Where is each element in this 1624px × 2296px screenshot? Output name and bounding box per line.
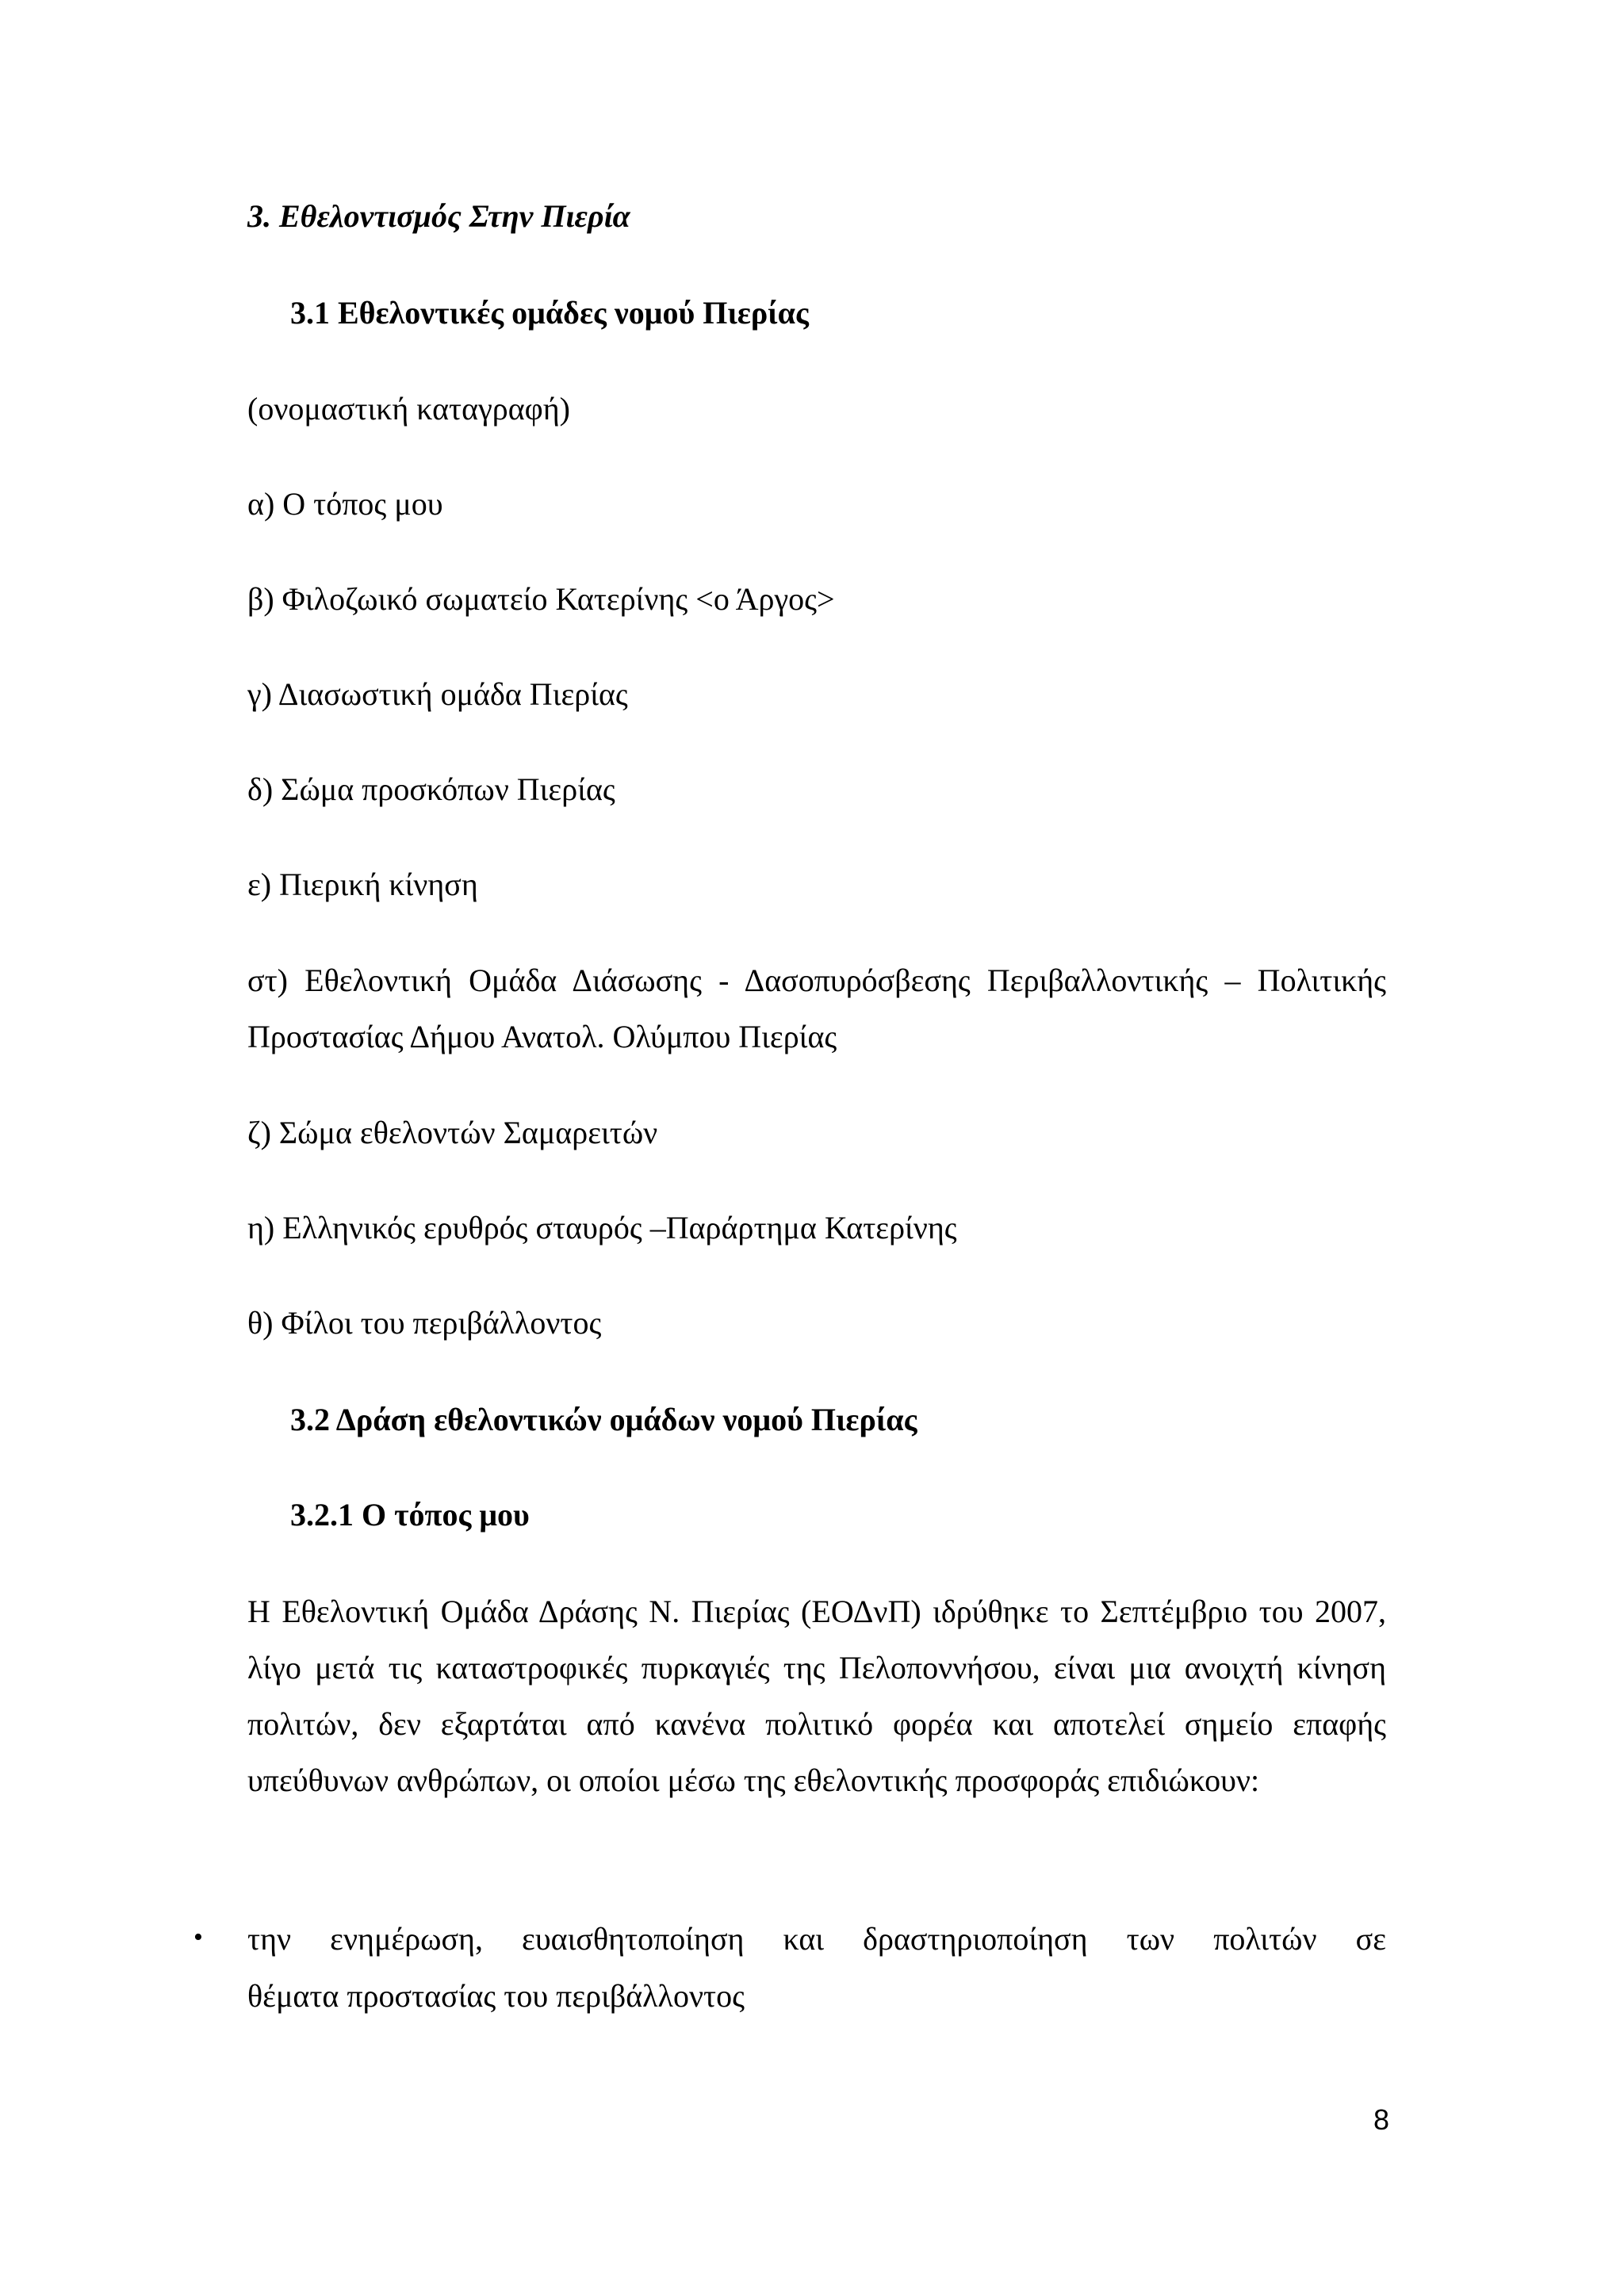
group-item-e: ε) Πιερική κίνηση (247, 867, 478, 902)
section-3-2-title: 3.2 Δράση εθελοντικών ομάδων νομού Πιερίας (290, 1402, 917, 1437)
group-item-b: β) Φιλοζωικό σωματείο Κατερίνης <ο Άργος> (247, 581, 835, 617)
bullet-item-line-1: την ενημέρωση, ευαισθητοποίηση και δραστηριοποίηση των πολιτών σε (247, 1921, 1386, 1957)
bullet-icon: • (193, 1923, 203, 1952)
page-number: 8 (1373, 2103, 1389, 2136)
group-item-d: δ) Σώμα προσκόπων Πιερίας (247, 771, 615, 807)
group-item-st: στ) Εθελοντική Ομάδα Διάσωσης - Δασοπυρόσβεσης Περιβαλλοντικής – Πολιτικής (247, 962, 1386, 998)
group-item-h: η) Ελληνικός ερυθρός σταυρός –Παράρτημα Κατερίνης (247, 1210, 957, 1246)
group-item-a: α) Ο τόπος μου (247, 486, 443, 522)
body-paragraph: Η Εθελοντική Ομάδα Δράσης Ν. Πιερίας (ΕΟΔνΠ) ιδρύθηκε το Σεπτέμβριο του 2007, λίγο μετά τις καταστροφικές πυρκαγιές της Πελοποννήσου, είναι μια ανοιχτή κίνηση πολιτών, δεν εξαρτάται από κανένα πολιτικό φορέα και αποτελεί σημείο επαφής υπεύθυνων ανθρώπων, οι οποίοι μέσω της εθελοντικής προσφοράς επιδιώκουν: (247, 1594, 1386, 1798)
group-item-st-continued: Προστασίας Δήμου Ανατολ. Ολύμπου Πιερίας (247, 1019, 837, 1054)
section-3-2-1-title: 3.2.1 Ο τόπος μου (290, 1497, 530, 1533)
bullet-item-line-2: θέματα προστασίας του περιβάλλοντος (247, 1978, 745, 2014)
group-item-z: ζ) Σώμα εθελοντών Σαμαρειτών (247, 1115, 658, 1150)
listing-note: (ονομαστική καταγραφή) (247, 391, 570, 427)
bullet-item (247, 1911, 1386, 2025)
group-item-c: γ) Διασωστική ομάδα Πιερίας (247, 676, 628, 712)
chapter-heading: 3. Εθελοντισμός Στην Πιερία (247, 198, 630, 234)
group-item-th: θ) Φίλοι του περιβάλλοντος (247, 1305, 602, 1341)
section-3-1-title: 3.1 Εθελοντικές ομάδες νομού Πιερίας (290, 295, 809, 331)
